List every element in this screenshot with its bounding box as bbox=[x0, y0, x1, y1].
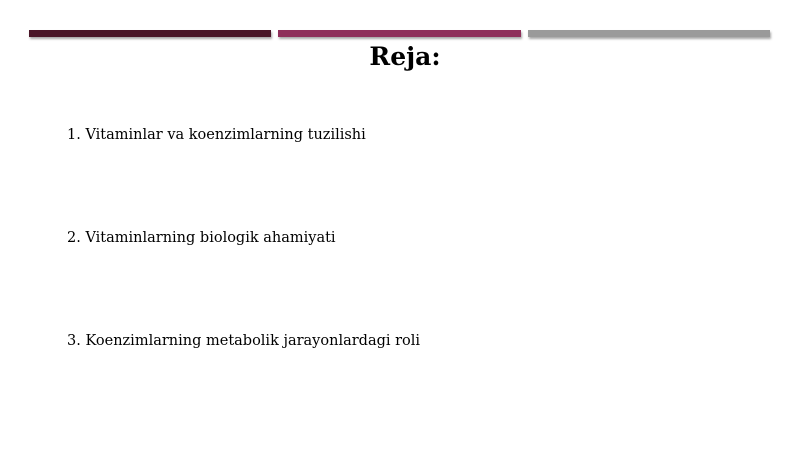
decorative-bar-gray bbox=[528, 30, 770, 37]
slide-title: Reja: bbox=[369, 42, 441, 71]
agenda-item-3: 3. Koenzimlarning metabolik jarayonlardagi roli bbox=[67, 333, 421, 349]
decorative-bar-magenta bbox=[278, 30, 521, 37]
agenda-item-1: 1. Vitaminlar va koenzimlarning tuzilishi bbox=[67, 127, 366, 143]
decorative-bar-dark bbox=[29, 30, 271, 37]
agenda-item-2: 2. Vitaminlarning biologik ahamiyati bbox=[67, 230, 336, 246]
